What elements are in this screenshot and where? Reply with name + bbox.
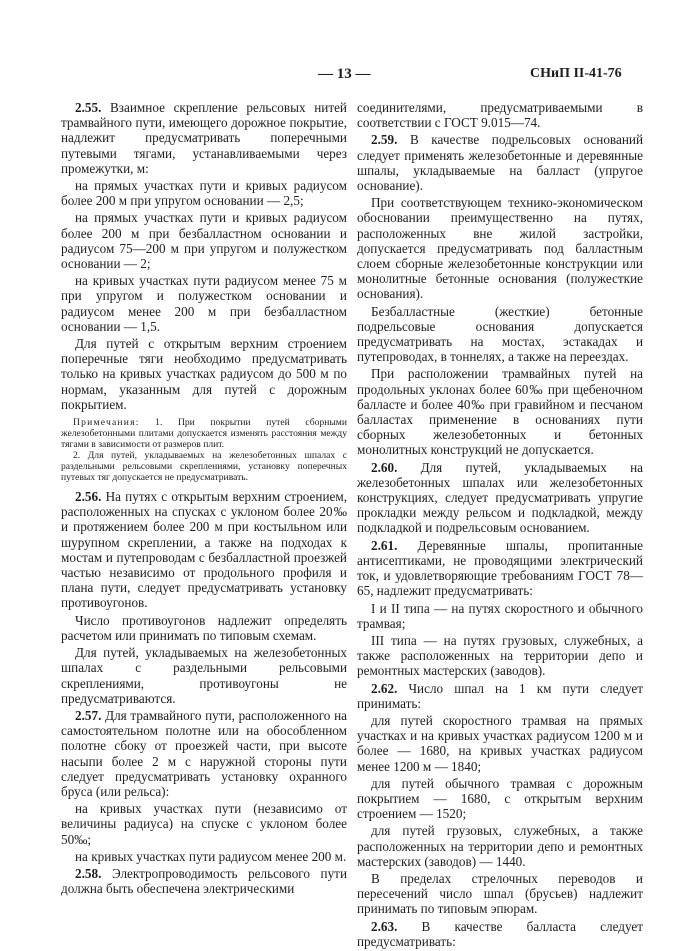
list-item: на кривых участках пути радиусом менее 200 м. — [75, 848, 347, 864]
section-text: В качестве подрельсовых оснований следует применять железобетонные и деревянные шпалы, укладываемые на балласт (упругое основание). — [357, 132, 644, 194]
section-number: 2.61. — [371, 537, 398, 553]
list-item: на прямых участках пути и кривых радиусом более 200 м при упругом основании — 2,5; — [61, 178, 347, 209]
paragraph: Число противоугонов надлежит определять расчетом или принимать по типовым схемам. — [61, 612, 347, 643]
section-2-59 — [357, 132, 643, 193]
paragraph: Безбалластные (жесткие) бетонные подрельсовые основания допускается предусматривать на мостах, эстакадах и путепроводах, в тоннелях, а также на переездах. — [357, 303, 643, 365]
page-number: — 13 — — [318, 66, 371, 82]
list-item: на кривых участках пути (независимо от величины радиуса) на спуске с уклоном более 50‰; — [61, 801, 347, 847]
notes-block — [61, 417, 347, 483]
list-item: I и II типа — на путях скоростного и обычного трамвая; — [357, 600, 643, 631]
section-2-60 — [357, 460, 643, 536]
list-item: на прямых участках пути и кривых радиусом более 200 м при безбалластном основании и радиусом 75—200 м при упругом и полужестком основании — 2; — [61, 210, 347, 272]
section-text: Для трамвайного пути, расположенного на самостоятельном полотне или на обособленном полотне сбоку от проезжей части, при высоте насыпи более 2 м с наружной стороны пути следует предусматривать установку охранного бруса (или рельса): — [61, 707, 348, 799]
section-text: На путях с открытым верхним строением, расположенных на спусках с уклоном более 20‰ и протяжением более 200 м при костыльном или шурупном скреплении, а также на подходах к мостам и путепроводам с безбалластной проезжей частью независимо от продольного профиля и плана пути, следует предусматривать установку противоугонов. — [61, 489, 348, 611]
list-item: для путей скоростного трамвая на прямых участках и на кривых участках радиусом 1200 м и более — 1680, на кривых участках радиусом менее 1200 м — 1840; — [357, 712, 643, 774]
paragraph: При соответствующем технико-экономическом обосновании преимущественно на путях, расположенных вне жилой застройки, допускается предусматривать под балластным слоем сборные железобетонные конструкции или монолитные бетонные основания (полужесткие основания). — [357, 195, 643, 302]
section-text: Электропроводимость рельсового пути должна быть обеспечена электрическими — [61, 865, 347, 897]
paragraph: Для путей с открытым верхним строением поперечные тяги необходимо предусматривать только на кривых участках радиусом до 500 м по нормам, указанным для путей с дорожным покрытием. — [61, 336, 347, 412]
section-number: 2.60. — [371, 459, 398, 475]
paragraph: Для путей, укладываемых на железобетонных шпалах с раздельными рельсовыми скреплениями, противоугоны не предусматриваются. — [61, 645, 347, 706]
section-2-62 — [357, 681, 643, 711]
page-header — [0, 66, 700, 86]
section-2-55 — [61, 100, 347, 176]
section-text: Для путей, укладываемых на железобетонных шпалах или железобетонных конструкциях, следует предусматривать упругие прокладки между рельсом и подкладкой, между подкладкой и подрельсовым основанием. — [357, 459, 643, 536]
paragraph-continued: соединителями, предусматриваемыми в соответствии с ГОСТ 9.015—74. — [357, 100, 643, 131]
list-item: для путей грузовых, служебных, а также расположенных на территории депо и ремонтных мастерских (заводов) — 1440. — [357, 823, 643, 869]
section-number: 2.59. — [371, 132, 398, 148]
left-column — [61, 100, 347, 898]
list-item: на кривых участках пути радиусом менее 75 м при упругом и полужестком основании и радиусом менее 200 м при безбалластном основании — 1,5. — [61, 273, 347, 334]
section-2-63 — [357, 919, 643, 949]
section-number: 2.56. — [75, 489, 102, 505]
section-text: Число шпал на 1 км пути следует принимать: — [357, 680, 643, 711]
section-text: В качестве балласта следует предусматривать: — [357, 918, 643, 949]
list-item: III типа — на путях грузовых, служебных, а также расположенных на территории депо и ремонтных мастерских (заводов). — [357, 632, 643, 679]
section-text: Деревянные шпалы, пропитанные антисептиками, не проводящими электрический ток, и удовлетворяющие требованиям ГОСТ 78—65, надлежит предусматривать: — [357, 537, 643, 599]
section-2-56 — [61, 489, 347, 611]
section-2-61 — [357, 538, 643, 599]
section-2-57 — [61, 708, 347, 799]
right-column — [357, 100, 643, 951]
notes-label: Примечания: — [73, 417, 140, 429]
list-item: для путей обычного трамвая с дорожным покрытием — 1680, с открытым верхним строением — 1520; — [357, 775, 643, 822]
section-number: 2.55. — [75, 100, 102, 115]
note-2: 2. Для путей, укладываемых на железобетонных шпалах с раздельными рельсовыми скреплениями, установку поперечных путевых тяг допускается не предусматривать. — [61, 450, 347, 484]
section-number: 2.57. — [75, 707, 102, 723]
note-text: 1. При покрытии путей сборными железобетонными плитами допускается изменять расстояния между тягами в зависимости от размеров плит. — [61, 417, 347, 451]
paragraph: При расположении трамвайных путей на продольных уклонах более 60‰ при щебеночном балласте и более 40‰ при гравийном и песчаном балластах применение в основаниях пути сборных железобетонных и бетонных монолитных конструкций не допускается. — [357, 366, 643, 458]
section-text: Взаимное скрепление рельсовых нитей трамвайного пути, имеющего дорожное покрытие, надлежит предусматривать поперечными путевыми тягами, устанавливаемыми через промежутки, м: — [61, 100, 347, 176]
paragraph: В пределах стрелочных переводов и пересечений число шпал (брусьев) надлежит принимать по типовым эпюрам. — [357, 870, 643, 917]
document-code: СНиП II-41-76 — [530, 66, 622, 81]
section-number: 2.58. — [75, 865, 102, 881]
note-1 — [61, 417, 347, 450]
section-number: 2.62. — [371, 680, 398, 696]
section-number: 2.63. — [371, 918, 398, 934]
section-2-58 — [61, 866, 347, 896]
